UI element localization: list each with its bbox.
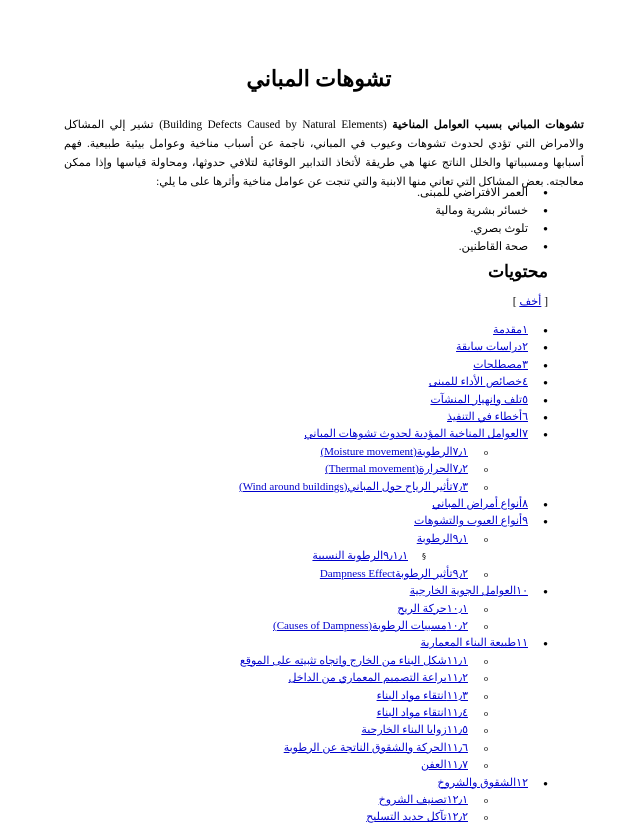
toc-item bbox=[68, 496, 548, 513]
toc-link[interactable]: ٢دراسات سابقة bbox=[456, 341, 528, 354]
toc-link[interactable]: ٧٫٣تأثير الرياح حول المباني(Wind around buildings) bbox=[239, 480, 468, 493]
bullet-marker-icon: o bbox=[484, 447, 488, 457]
toc-item bbox=[68, 757, 548, 774]
toc-item bbox=[68, 479, 548, 496]
toc-link[interactable]: ٩٫٢تأثير الرطوبةDampness Effect bbox=[319, 567, 468, 580]
bullet-marker-icon: o bbox=[484, 674, 488, 684]
bullet-marker-icon: o bbox=[484, 604, 488, 614]
toc-item bbox=[68, 670, 548, 687]
toc-link[interactable]: ١١٫٣انتقاء مواد البناء bbox=[376, 689, 468, 702]
toc-link[interactable]: ١مقدمة bbox=[493, 324, 528, 336]
toc-item bbox=[68, 653, 548, 670]
toc-item bbox=[68, 461, 548, 478]
intro-text: تشير إلي المشاكل والامراض التي تؤدي لحدوث تشوهات وعيوب في المباني، ناجمة عن أسباب مناخية وعوامل بيئية طبيعية. فهم أسبابها ومسبباتها والخلل الناتج عنها هي طريقة لأتخاذ التدابير الوقائية لتلافي حدوثها، ومحاولة قياسها وإذا ممكن معالجته. بعض المشاكل التي تعاني منها الابنية والتي تنجت عن عوامل مناخية وأثرها على ما يلي: bbox=[64, 119, 584, 188]
bullet-marker-icon: o bbox=[484, 813, 488, 823]
bullet-marker-icon: ● bbox=[543, 517, 548, 527]
bullet-marker-icon: o bbox=[484, 534, 488, 544]
toc-link[interactable]: ١١٫٥زوايا البناء الخارجية bbox=[361, 724, 468, 737]
toc-item bbox=[68, 374, 548, 391]
toc-item bbox=[68, 688, 548, 705]
bullet-marker-icon: o bbox=[484, 691, 488, 701]
bullet-marker-icon: ● bbox=[543, 395, 548, 405]
toc-item bbox=[68, 357, 548, 374]
toc-link[interactable]: ١١٫٤انتقاء مواد البناء bbox=[376, 706, 468, 719]
toc-link[interactable]: ١٢٫٢تآكل حديد التسليح bbox=[366, 811, 468, 824]
toc-item bbox=[68, 531, 548, 548]
toc-item bbox=[68, 322, 548, 339]
toc-item bbox=[68, 426, 548, 443]
toc-link[interactable]: ٣مصطلحات bbox=[473, 358, 528, 371]
bullet-marker-icon: ● bbox=[543, 500, 548, 510]
list-item: ● صحة القاطنين. bbox=[248, 238, 548, 256]
toc-item bbox=[68, 722, 548, 739]
bullet-marker-icon: ● bbox=[543, 378, 548, 388]
bullet-marker-icon: o bbox=[484, 761, 488, 771]
bullet-marker-icon: ● bbox=[543, 413, 548, 423]
toc-item bbox=[68, 705, 548, 722]
bullet-marker-icon: ● bbox=[543, 343, 548, 353]
list-item: ● تلوث بصري. bbox=[248, 220, 548, 238]
toggle-bracket-close: ] bbox=[512, 296, 517, 308]
toc-link[interactable]: ٥تلف وانهيار المنشآت bbox=[430, 393, 528, 406]
toc-link[interactable]: ٤خصائص الأداء للمبنى bbox=[428, 376, 528, 389]
toc-link[interactable]: ١١٫٧العفن bbox=[421, 759, 468, 772]
toc-link[interactable]: ١١طبيعة البناء المعمارية bbox=[420, 637, 528, 650]
toc-heading: محتويات bbox=[488, 262, 548, 281]
toc-item bbox=[68, 339, 548, 356]
toc-link[interactable]: ٩٫١الرطوبة bbox=[416, 532, 468, 545]
hide-toc-link[interactable]: أخف bbox=[519, 296, 542, 308]
toc-item bbox=[68, 566, 548, 583]
list-item: ● العمر الافتراضي للمبنى. bbox=[248, 184, 548, 202]
bullet-marker-icon: o bbox=[484, 621, 488, 631]
bullet-marker-icon: o bbox=[484, 482, 488, 492]
bullet-marker-icon: o bbox=[484, 569, 488, 579]
page-title: تشوهات المباني bbox=[246, 66, 392, 91]
toc-link[interactable]: ٩٫١٫١الرطوبة النسبية bbox=[312, 550, 408, 563]
toc-link[interactable]: ٧٫١الرطوبة(Moisture movement) bbox=[320, 445, 468, 458]
toc-toggle bbox=[513, 294, 548, 308]
toggle-bracket-open: [ bbox=[544, 296, 548, 308]
toc-link[interactable]: ١١٫١شكل البناء من الخارج واتجاه تثبيته على الموقع bbox=[239, 654, 468, 667]
toc-link[interactable]: ٩أنواع العيوب والتشوهات bbox=[414, 515, 528, 528]
intro-bold-term: تشوهات المباني بسبب العوامل المناخية bbox=[392, 119, 585, 131]
toc-link[interactable]: ١٠العوامل الجوية الخارجية bbox=[409, 585, 528, 598]
toc-list bbox=[68, 322, 548, 827]
toc-link[interactable]: ٨أنواع أمراض المباني bbox=[432, 498, 528, 511]
toc-item bbox=[68, 775, 548, 792]
toc-link[interactable]: ١٠٫١حركة الريح bbox=[397, 602, 468, 615]
bullet-marker-icon: o bbox=[484, 726, 488, 736]
bullet-marker-icon: o bbox=[484, 708, 488, 718]
toc-item bbox=[68, 792, 548, 809]
toc-item bbox=[68, 444, 548, 461]
toc-link[interactable]: ٦أخطاء في التنفيذ bbox=[447, 411, 528, 424]
toc-item bbox=[68, 548, 548, 565]
toc-link[interactable]: ١٢الشقوق والشروخ bbox=[437, 776, 528, 789]
toc-link[interactable]: ١١٫٢براعة التصميم المعماري من الداخل bbox=[288, 672, 468, 685]
bullet-marker-icon: ● bbox=[543, 587, 548, 597]
bullet-marker-icon: o bbox=[484, 795, 488, 805]
toc-item bbox=[68, 392, 548, 409]
toc-item bbox=[68, 635, 548, 652]
toc-item bbox=[68, 409, 548, 426]
bullet-marker-icon: o bbox=[484, 465, 488, 475]
toc-item bbox=[68, 583, 548, 600]
intro-paragraph bbox=[64, 116, 584, 192]
toc-item bbox=[68, 601, 548, 618]
bullet-marker-icon: o bbox=[484, 743, 488, 753]
toc-link[interactable]: ١٢٫١تصنيف الشروخ bbox=[378, 793, 468, 806]
bullet-marker-icon: o bbox=[484, 656, 488, 666]
bullet-marker-icon: ● bbox=[543, 360, 548, 370]
list-item: ● خسائر بشرية ومالية bbox=[248, 202, 548, 220]
toc-link[interactable]: ١٠٫٢مسببات الرطوبة(Causes of Dampness) bbox=[273, 619, 468, 632]
bullet-marker-icon: § bbox=[422, 552, 426, 562]
toc-item bbox=[68, 740, 548, 757]
toc-link[interactable]: ٧العوامل المناخية المؤدية لحدوث تشوهات المباني bbox=[304, 428, 528, 441]
bullet-marker-icon: ● bbox=[543, 430, 548, 440]
impact-list bbox=[248, 184, 548, 256]
intro-english-term: (Building Defects Caused by Natural Elements) bbox=[159, 119, 387, 131]
toc-item bbox=[68, 809, 548, 826]
toc-item bbox=[68, 513, 548, 530]
toc-link[interactable]: ١١٫٦الحركة والشقوق الناتجة عن الرطوبة bbox=[283, 741, 468, 754]
toc-link[interactable]: ٧٫٢الحرارة(Thermal movement) bbox=[325, 463, 468, 476]
toc-item bbox=[68, 618, 548, 635]
bullet-marker-icon: ● bbox=[543, 639, 548, 649]
bullet-marker-icon: ● bbox=[543, 778, 548, 788]
bullet-marker-icon: ● bbox=[543, 326, 548, 335]
